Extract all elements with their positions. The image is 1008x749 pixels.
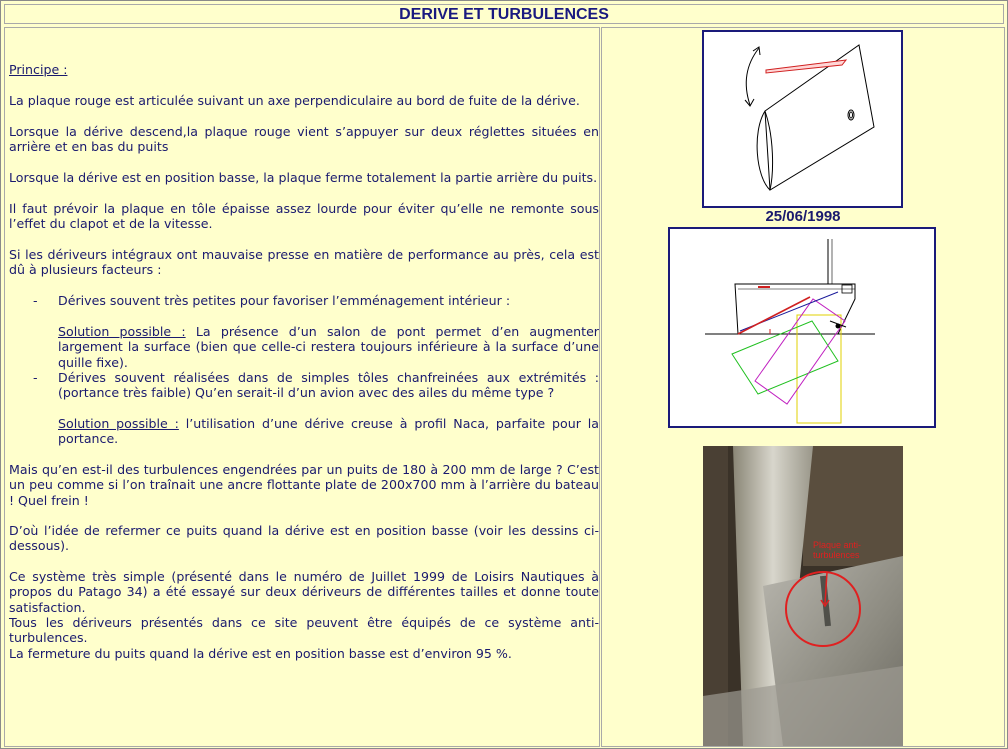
paragraph-6: Mais qu’en est-il des turbulences engendrées par un puits de 180 à 200 mm de large ? C’est un peu comme si l’on traînait une ancre flottante plate de 200x700 mm à l’arrière du bateau ! Quel frein ! (9, 462, 599, 508)
paragraph-1: La plaque rouge est articulée suivant un axe perpendiculaire au bord de fuite de la dérive. (9, 93, 580, 108)
hull-section-drawing (670, 229, 934, 426)
centreboard-drawing (704, 32, 901, 206)
solution-2 (58, 416, 599, 447)
anti-turbulence-plate-photo (703, 446, 903, 746)
paragraph-10: La fermeture du puits quand la dérive est en position basse est d’environ 95 %. (9, 646, 512, 661)
paragraph-3: Lorsque la dérive est en position basse, la plaque ferme totalement la partie arrière du puits. (9, 170, 598, 185)
figure-column (601, 27, 1005, 747)
paragraph-4: Il faut prévoir la plaque en tôle épaisse assez lourde pour éviter qu’elle ne remonte sous l’effet du clapot et de la vitesse. (9, 201, 599, 232)
bullet-2: Dérives souvent réalisées dans de simples tôles chanfreinées aux extrémités : (portance très faible) Qu’en serait-il d’un avion avec des ailes du même type ? (58, 370, 599, 401)
solution-text-1: La présence d’un salon de pont permet d’en augmenter largement la surface (bien que celle-ci restera toujours inférieure à la surface d’une quille fixe). (58, 324, 599, 370)
centreboard-sketch (702, 30, 903, 208)
solution-1 (58, 324, 599, 370)
solution-text-2: l’utilisation d’une dérive creuse à profil Naca, parfaite pour la portance. (58, 416, 599, 447)
paragraph-8: Ce système très simple (présenté dans le numéro de Juillet 1999 de Loisirs Nautiques à propos du Patago 34) a été essayé sur deux dériveurs de différentes tailles et donne toute satisfaction. (9, 569, 599, 615)
bullet-dash-2: - (33, 370, 38, 385)
bullet-1: Dérives souvent très petites pour favoriser l’emménagement intérieur : (58, 293, 511, 308)
bullet-dash-1: - (33, 293, 38, 308)
solution-label-1: Solution possible : (58, 324, 186, 339)
drawing-date: 25/06/1998 (765, 208, 841, 225)
paragraph-2: Lorsque la dérive descend,la plaque rouge vient s’appuyer sur deux réglettes situées en arrière et en bas du puits (9, 124, 599, 155)
photo-drawing (703, 446, 903, 746)
page-title: DERIVE ET TURBULENCES (4, 4, 1004, 24)
section-heading-principe: Principe : (9, 62, 68, 77)
paragraph-9: Tous les dériveurs présentés dans ce site peuvent être équipés de ce système anti-turbulences. (9, 615, 599, 646)
photo-label-line-1: Plaque anti- (813, 540, 862, 550)
photo-label (813, 540, 861, 560)
paragraph-7: D’où l’idée de refermer ce puits quand la dérive est en position basse (voir les dessins ci-dessous). (9, 523, 599, 554)
hull-section-sketch (668, 227, 936, 428)
solution-label-2: Solution possible : (58, 416, 179, 431)
text-column (4, 27, 600, 747)
paragraph-5: Si les dériveurs intégraux ont mauvaise presse en matière de performance au près, cela est dû à plusieurs facteurs : (9, 247, 599, 278)
photo-label-line-2: turbulences (813, 550, 860, 560)
